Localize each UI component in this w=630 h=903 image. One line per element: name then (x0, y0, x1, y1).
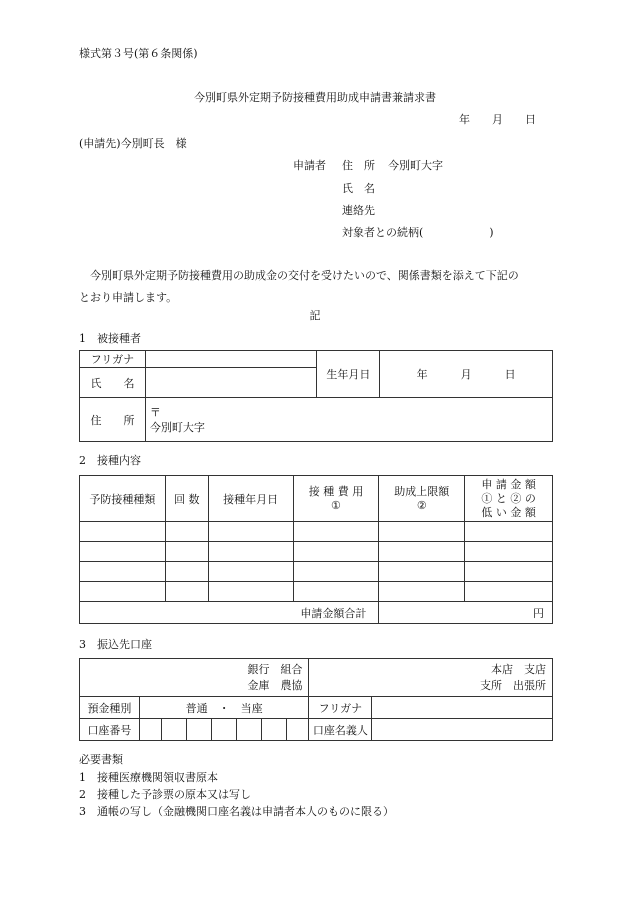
furigana-field[interactable] (145, 351, 317, 368)
table-row (80, 582, 553, 602)
account-digit[interactable] (186, 719, 211, 741)
date-line: 年 月 日 (459, 113, 536, 126)
ki-label: 記 (309, 309, 321, 322)
bank-account-table (79, 658, 553, 741)
account-holder-field[interactable] (372, 719, 553, 741)
total-label: 申請金額合計 (80, 602, 379, 624)
section1-heading: 1 被接種者 (79, 332, 141, 345)
bank-types-line1: 銀行 組合 (247, 662, 303, 676)
required-doc-item: 1 接種医療機関領収書原本 (79, 771, 218, 784)
body-text-line1: 今別町県外定期予防接種費用の助成金の交付を受けたいので、関係書類を添えて下記の (90, 269, 519, 282)
header-dose-count: 回 数 (165, 476, 208, 522)
header-subsidy-limit: 助成上限額 ② (379, 476, 465, 522)
applicant-relation-label: 対象者との続柄( ) (342, 226, 494, 239)
applicant-label: 申請者 (293, 159, 326, 172)
header-vaccine-type: 予防接種種類 (80, 476, 166, 522)
account-number-label: 口座番号 (80, 719, 140, 741)
account-furigana-field[interactable] (372, 697, 553, 719)
section3-heading: 3 振込先口座 (79, 638, 152, 651)
branch-name-field[interactable] (309, 659, 553, 697)
account-digit[interactable] (236, 719, 261, 741)
account-digit[interactable] (211, 719, 236, 741)
deposit-type-label: 預金種別 (80, 697, 140, 719)
header-requested-amount: 申 請 金 額 ① と ② の 低 い 金 額 (465, 476, 553, 522)
birthdate-label: 生年月日 (317, 351, 380, 398)
deposit-type-select[interactable]: 普通 ・ 当座 (139, 697, 309, 719)
table-row (80, 522, 553, 542)
name-label: 氏 名 (80, 368, 146, 398)
form-title: 今別町県外定期予防接種費用助成申請書兼請求書 (194, 91, 436, 104)
applicant-contact-label: 連絡先 (342, 204, 375, 217)
applicant-address-label: 住 所 (342, 159, 375, 172)
required-doc-item: 2 接種した予診票の原本又は写し (79, 788, 251, 801)
header-vaccination-cost: 接 種 費 用 ① (293, 476, 379, 522)
addressee: (申請先)今別町長 様 (79, 137, 187, 150)
account-digit[interactable] (139, 719, 161, 741)
applicant-address-value: 今別町大字 (388, 159, 443, 172)
branch-types-line2: 支所 出張所 (480, 678, 546, 692)
furigana-label: フリガナ (80, 351, 146, 368)
furigana-label: フリガナ (309, 697, 372, 719)
body-text-line2: とおり申請します。 (79, 291, 178, 304)
birthdate-value[interactable]: 年 月 日 (380, 351, 553, 398)
header-vaccination-date: 接種年月日 (208, 476, 293, 522)
table-row (80, 562, 553, 582)
address-field[interactable] (145, 398, 552, 442)
table-row (80, 542, 553, 562)
account-digit[interactable] (261, 719, 286, 741)
account-holder-label: 口座名義人 (309, 719, 372, 741)
total-amount-field[interactable] (379, 602, 553, 624)
recipient-table (79, 350, 553, 442)
name-field[interactable] (145, 368, 317, 398)
postal-mark: 〒 (149, 405, 161, 419)
required-docs-heading: 必要書類 (79, 753, 123, 766)
vaccination-table (79, 475, 553, 624)
bank-name-field[interactable] (80, 659, 309, 697)
total-unit: 円 (533, 606, 544, 620)
account-digit[interactable] (286, 719, 309, 741)
section2-heading: 2 接種内容 (79, 454, 141, 467)
address-value: 今別町大字 (149, 420, 205, 434)
applicant-name-label: 氏 名 (342, 182, 375, 195)
form-number: 様式第３号(第６条関係) (79, 47, 198, 60)
branch-types-line1: 本店 支店 (491, 662, 546, 676)
bank-types-line2: 金庫 農協 (247, 678, 303, 692)
required-doc-item: 3 通帳の写し（金融機関口座名義は申請者本人のものに限る） (79, 805, 394, 818)
account-digit[interactable] (161, 719, 186, 741)
address-label: 住 所 (80, 398, 146, 442)
